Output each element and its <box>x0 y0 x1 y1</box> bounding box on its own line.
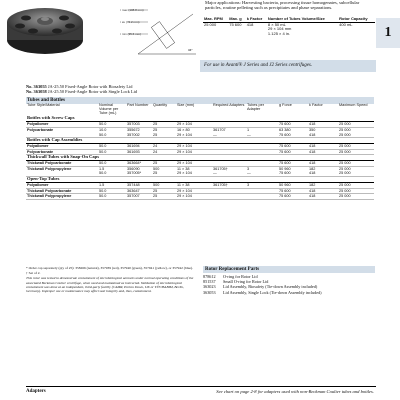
table-cell: 25 000 25 000 <box>338 166 374 176</box>
section-tab[interactable]: 1 <box>376 18 400 48</box>
table-cell: 418 <box>308 161 338 167</box>
table-cell: 25 <box>152 122 176 128</box>
tubes-col-header: Tubes per Adapter <box>247 103 264 111</box>
table-cell: 63 380 75 600 <box>278 127 308 137</box>
table-cell: 25 25 <box>152 127 176 137</box>
table-cell: Polycarbonate <box>26 127 98 137</box>
adapters-title: Adapters <box>26 389 46 394</box>
table-cell: 29 × 104 <box>176 188 212 194</box>
footnote-set: † Set of 2. <box>26 271 41 276</box>
centrifuge-note: For use in Avanti® J Series and J2 Series centrifuges. <box>200 60 376 72</box>
tubes-col-header: Maximum Speed <box>339 103 368 107</box>
table-cell: 50 960 <box>278 182 308 188</box>
table-cell: Thickwall Polypropylene <box>26 166 98 176</box>
replacement-part-item: 851537 Small O-ring for Rotor Lid <box>203 279 269 285</box>
tubes-section-title: Tubes and Bottles <box>26 97 374 104</box>
table-cell: 361707 — <box>212 127 246 137</box>
table-cell: 29 × 104 <box>176 143 212 149</box>
tubes-col-header: Size (mm) <box>177 103 195 107</box>
rotor-replacement-parts <box>203 266 375 295</box>
table-row <box>26 166 374 176</box>
tubes-table <box>26 104 374 200</box>
table-cell: 50.0 <box>98 122 126 128</box>
replacement-part-item: 363023 Lid Assembly, Biosafety (Tie-down Assembly included) <box>203 284 318 290</box>
table-cell <box>246 194 278 200</box>
table-cell: 25 <box>152 194 176 200</box>
table-cell: 357448 <box>126 182 152 188</box>
table-cell: 500 25 <box>152 166 176 176</box>
table-cell: 350 418 <box>308 127 338 137</box>
table-cell: 25 000 <box>338 143 374 149</box>
svg-text:34°: 34° <box>188 48 193 52</box>
table-cell: 24 <box>152 149 176 155</box>
table-cell: 361705† — <box>212 166 246 176</box>
table-cell: 11 × 38 <box>176 182 212 188</box>
table-cell: 3 — <box>246 166 278 176</box>
table-cell: 357007 <box>126 194 152 200</box>
tubes-col-header: Part Number <box>127 103 149 107</box>
table-cell: Thickwall Polypropylene <box>26 194 98 200</box>
table-cell: 25 000 <box>338 161 374 167</box>
table-cell: 1.5 50.0 <box>98 166 126 176</box>
spec-col-max-rpm: Max. RPM <box>203 17 228 22</box>
table-cell: Polyallomer <box>26 122 98 128</box>
spec-max-rpm: 25 000 <box>204 21 217 27</box>
table-cell: 29 × 104 <box>176 122 212 128</box>
tubes-col-header: Tube Style/Material <box>27 103 60 107</box>
table-cell: 75 600 <box>278 194 308 200</box>
table-cell: Polycarbonate <box>26 149 98 155</box>
table-cell: 29 × 104 <box>176 194 212 200</box>
table-cell: 500 <box>152 182 176 188</box>
tube-group-header: Bottles with Screw Caps <box>26 116 374 121</box>
replacement-part-item: 878612 O-ring for Rotor Lid <box>203 274 258 279</box>
tubes-col-header: k Factor <box>309 103 323 107</box>
table-cell: Thickwall Polycarbonate <box>26 188 98 194</box>
replacement-parts-title: Rotor Replacement Parts <box>203 266 375 273</box>
table-row <box>26 127 374 137</box>
tube-group-header: Bottles with Cap Assemblies <box>26 138 374 144</box>
adapters-footer <box>26 386 376 399</box>
table-cell: 361705† <box>212 182 246 188</box>
table-cell: 355672 357002 <box>126 127 152 137</box>
spec-col-max-g: Max. g <box>228 17 245 22</box>
table-cell: 25 000 <box>338 182 374 188</box>
table-cell: 50.0 <box>98 188 126 194</box>
table-cell: 182 <box>308 182 338 188</box>
table-cell: 363647 <box>126 188 152 194</box>
dimension-label-rmax: r max (108.8 mm) <box>120 8 144 12</box>
part-number-line: No. 363058 JA-25.50 Fixed-Angle Rotor with Single Lock Lid <box>26 89 137 95</box>
replacement-part-item: 363053 Lid Assembly, Single Lock (Tie-down Assembly included) <box>203 289 322 295</box>
table-cell: 50.0 <box>98 149 126 155</box>
table-cell: 11 × 38 29 × 104 <box>176 166 212 176</box>
spec-k-factor: 418 <box>246 21 254 27</box>
table-cell: 361693 <box>126 149 152 155</box>
table-cell: 25 000 <box>338 194 374 200</box>
tubes-col-header: Nominal Volume per Tube (mL) <box>99 103 119 115</box>
table-cell: 75 600 <box>278 161 308 167</box>
table-cell: 25 000 <box>338 188 374 194</box>
table-cell: 356090 357005* <box>126 166 152 176</box>
tubes-col-header: Required Adapters <box>213 103 245 107</box>
footnote-cap-order: * Order cap separately (qty of 25): 358266 (natural), 357939 (red), 357940 (green), 357941 (yellow), or 357942 (blue). <box>26 266 193 270</box>
spec-max-g: 75 600 <box>229 21 242 27</box>
table-cell: Polyallomer <box>26 143 98 149</box>
tube-group-header: Open-Top Tubes <box>26 177 374 183</box>
table-cell: 25 000 25 000 <box>338 127 374 137</box>
table-cell: 1 — <box>246 127 278 137</box>
spec-col-capacity: Rotor Capacity <box>338 17 375 22</box>
table-cell: 25 000 <box>338 122 374 128</box>
table-cell: 50.0 <box>98 143 126 149</box>
tubes-section <box>26 97 374 200</box>
table-cell: 75 600 <box>278 122 308 128</box>
table-cell: 418 <box>308 143 338 149</box>
footnote-biosafety: This rotor was tested to demonstrate containment of microbiological aerosols under normal operating conditions of the associated Beckman Coulter centrifuge, when used and maintained as instructed. Validation of microbiological containment was done at an independent, third-party facility (CAMR, Porton Down, UK or TÜV/BABIM, Berlin, Germany). Improper use or maintenance may affect seal integrity and, thus, containment. <box>26 276 194 294</box>
table-cell: 1.5 <box>98 182 126 188</box>
table-cell: 50.0 <box>98 161 126 167</box>
footnotes <box>26 266 196 294</box>
spec-capacity: 400 mL <box>339 21 353 27</box>
table-cell: 50.0 <box>98 194 126 200</box>
table-cell: 25 <box>152 188 176 194</box>
table-cell: 357003 <box>126 122 152 128</box>
tubes-col-header: Quantity <box>153 103 168 107</box>
spec-tubes: 8 × 50 mL 29 × 104 mm 1.125 × 4 in. <box>267 21 292 37</box>
spec-col-tubes: Number of Tubes Volume/Size <box>267 17 338 22</box>
table-cell: 24 <box>152 143 176 149</box>
table-cell: 50 960 75 600 <box>278 166 308 176</box>
table-cell: 29 × 104 <box>176 161 212 167</box>
table-cell: 3 <box>246 182 278 188</box>
table-cell: 182 418 <box>308 166 338 176</box>
tubes-col-header: g Force <box>279 103 292 107</box>
table-row <box>26 194 374 200</box>
table-cell: Thickwall Polycarbonate <box>26 161 98 167</box>
applications-text: Major applications: Harvesting bacteria, processing tissue homogenates, subcellular particles, routine pelleting such as precipitates and phase separations. <box>205 0 360 11</box>
table-cell: 29 × 104 <box>176 149 212 155</box>
table-cell: 361694 <box>126 143 152 149</box>
table-cell: 75 600 <box>278 149 308 155</box>
table-cell: 10.0 50.0 <box>98 127 126 137</box>
table-cell: 25 <box>152 161 176 167</box>
table-cell: 363664* <box>126 161 152 167</box>
table-cell: 418 <box>308 122 338 128</box>
table-cell: Polyallomer <box>26 182 98 188</box>
table-cell: 75 600 <box>278 143 308 149</box>
table-cell: 75 600 <box>278 188 308 194</box>
tube-group-header: Thickwall Tubes with Snap-On Caps <box>26 155 374 161</box>
table-cell <box>212 194 246 200</box>
table-cell: 418 <box>308 188 338 194</box>
part-number-line: No. 363055 JA-25.50 Fixed-Angle Rotor with Biosafety Lid <box>26 84 133 89</box>
dimension-label-rav: r av (72.2 mm) <box>120 20 140 24</box>
spec-col-k-factor: k Factor <box>246 17 267 22</box>
rotor-spec-table <box>203 17 375 37</box>
table-cell: 16 × 80 29 × 104 <box>176 127 212 137</box>
dimension-label-rmin: r min (35.6 mm) <box>120 32 142 36</box>
table-cell: 418 <box>308 194 338 200</box>
table-cell: 418 <box>308 149 338 155</box>
rotor-dimension-diagram <box>88 2 200 58</box>
rotor-illustration <box>0 0 90 58</box>
adapters-note: See chart on page 2-8 for adapters used with non-Beckman Coulter tubes and bottles. <box>216 389 374 394</box>
part-numbers <box>26 84 137 95</box>
table-cell: 25 000 <box>338 149 374 155</box>
